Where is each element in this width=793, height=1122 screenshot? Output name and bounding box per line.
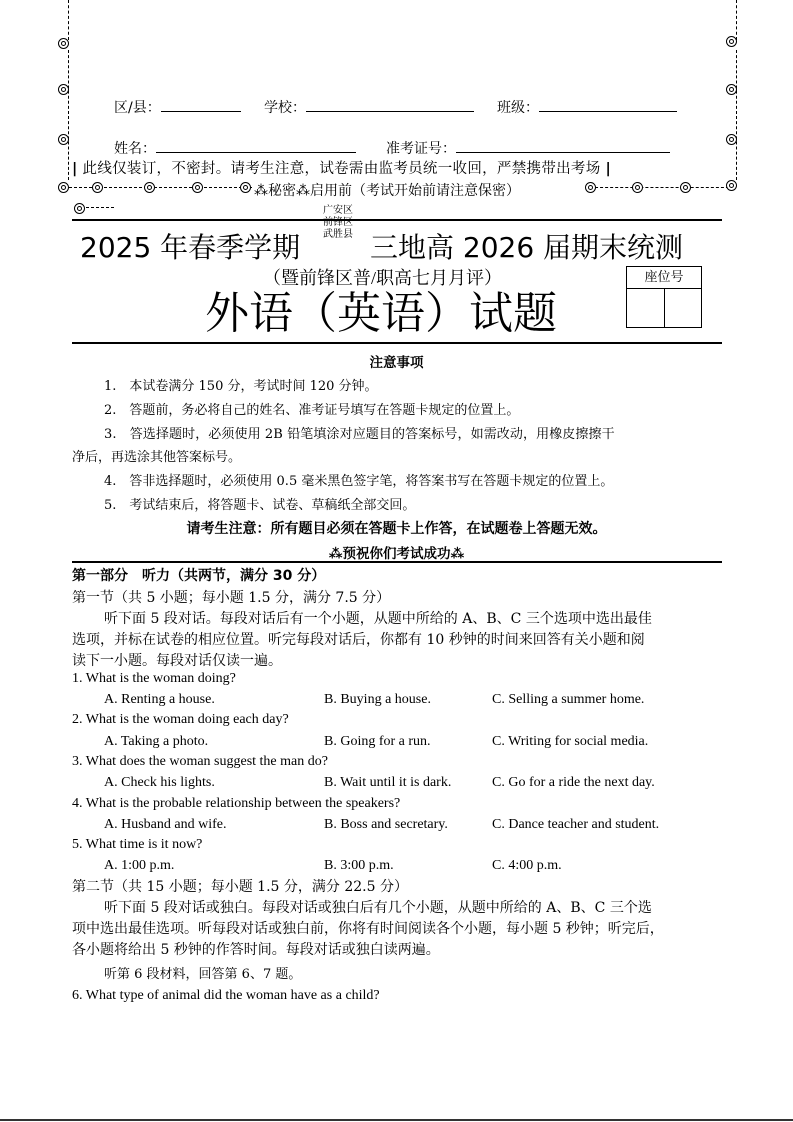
- section1-heading: 第一节（共 5 小题；每小题 1.5 分，满分 7.5 分）: [72, 590, 391, 606]
- question: 4. What is the probable relationship between the speakers?: [72, 796, 401, 811]
- option-b: B. Buying a house.: [324, 692, 431, 707]
- part-rule: [72, 561, 722, 563]
- school-input[interactable]: [306, 99, 474, 112]
- section2-heading: 第二节（共 15 小题；每小题 1.5 分，满分 22.5 分）: [72, 879, 408, 895]
- binding-hole-icon: [58, 38, 69, 49]
- question: 3. What does the woman suggest the man do?: [72, 754, 328, 769]
- notice-item: 5. 考试结束后，将答题卡、试卷、草稿纸全部交回。: [104, 498, 416, 513]
- name-label: 姓名：: [114, 141, 156, 157]
- option-b: B. 3:00 p.m.: [324, 858, 394, 873]
- binding-hole-icon: [726, 180, 737, 191]
- secret-dash-right: [590, 187, 734, 188]
- binding-notice: | 此线仅装订，不密封。请考生注意，试卷需由监考员统一收回，严禁携带出考场 |: [72, 161, 612, 177]
- instructions1-line: 选项，并标在试卷的相应位置。听完每段对话后，你都有 10 秒钟的时间来回答有关小题和阅: [72, 632, 645, 648]
- option-c: C. Dance teacher and student.: [492, 817, 660, 832]
- part1-heading: 第一部分 听力（共两节，满分 30 分）: [72, 568, 326, 584]
- notice-item: 净后，再选涂其他答案标号。: [72, 450, 242, 465]
- option-a: A. Husband and wife.: [104, 817, 227, 832]
- school-field: [264, 97, 474, 117]
- binding-hole-icon: [726, 134, 737, 145]
- region-name: 武胜县: [323, 229, 353, 240]
- notice-item: 3. 答选择题时，必须使用 2B 铅笔填涂对应题目的答案标号，如需改动，用橡皮擦擦干: [104, 427, 615, 442]
- binding-hole-icon: [58, 134, 69, 145]
- notice-item: 4. 答非选择题时，必须使用 0.5 毫米黑色签字笔，将答案书写在答题卡规定的位置上。: [104, 474, 614, 489]
- school-label: 学校：: [264, 100, 306, 116]
- title-main-right: 三地高 2026 届期末统测: [370, 231, 684, 264]
- binding-hole-icon: [726, 84, 737, 95]
- class-label: 班级：: [497, 100, 539, 116]
- option-b: B. Boss and secretary.: [324, 817, 448, 832]
- binding-hole-icon: [240, 182, 251, 193]
- binding-hole-icon: [632, 182, 643, 193]
- binding-hole-icon: [585, 182, 596, 193]
- title-rule-top: [72, 219, 722, 221]
- region-name: 广安区: [323, 205, 353, 216]
- page-bottom-edge: [0, 1119, 793, 1121]
- binding-notice-text: 此线仅装订，不密封。请考生注意，试卷需由监考员统一收回，严禁携带出考场: [82, 161, 601, 177]
- seat-label: 座位号: [627, 267, 701, 289]
- region-name: 前锋区: [323, 217, 353, 228]
- exam-no-field: [386, 138, 670, 158]
- instructions2-line: 各小题将给出 5 秒钟的作答时间。每段对话或独白读两遍。: [72, 942, 440, 958]
- name-input[interactable]: [156, 140, 356, 153]
- option-a: A. Renting a house.: [104, 692, 215, 707]
- option-b: B. Going for a run.: [324, 734, 431, 749]
- option-c: C. Selling a summer home.: [492, 692, 645, 707]
- instructions2-line: 项中选出最佳选项。听每段对话或独白前，你将有时间阅读各个小题，每小题 5 秒钟；听完后，: [72, 921, 664, 937]
- option-a: A. 1:00 p.m.: [104, 858, 175, 873]
- question: 2. What is the woman doing each day?: [72, 712, 289, 727]
- binding-hole-icon: [680, 182, 691, 193]
- binding-hole-icon: [726, 36, 737, 47]
- notice-item: 2. 答题前，务必将自己的姓名、准考证号填写在答题卡规定的位置上。: [104, 403, 520, 418]
- exam-no-input[interactable]: [456, 140, 670, 153]
- instructions1-line: 读下一小题。每段对话仅读一遍。: [72, 653, 282, 669]
- secret-dash-small: [86, 207, 114, 208]
- option-c: C. 4:00 p.m.: [492, 858, 562, 873]
- option-c: C. Go for a ride the next day.: [492, 775, 655, 790]
- seat-divider: [664, 289, 665, 327]
- seat-number-box[interactable]: [626, 266, 702, 328]
- binding-line-left-lower: [68, 50, 69, 180]
- subject-title: 外语（英语）试题: [205, 288, 557, 339]
- option-a: A. Taking a photo.: [104, 734, 209, 749]
- notice-heading: 注意事项: [369, 355, 424, 371]
- notice-warning: 请考生注意：所有题目必须在答题卡上作答，在试题卷上答题无效。: [186, 521, 607, 537]
- option-a: A. Check his lights.: [104, 775, 215, 790]
- exam-no-label: 准考证号：: [386, 141, 456, 157]
- district-field: [114, 97, 241, 117]
- class-input[interactable]: [539, 99, 677, 112]
- secret-notice: ⁂秘密⁂启用前（考试开始前请注意保密）: [252, 180, 522, 200]
- region-stack: [323, 205, 353, 241]
- question: 1. What is the woman doing?: [72, 671, 236, 686]
- notice-wish: ⁂预祝你们考试成功⁂: [328, 546, 465, 562]
- instructions2-line: 听下面 5 段对话或独白。每段对话或独白后有几个小题，从题中所给的 A、B、C 三个选: [104, 900, 652, 916]
- binding-line-left: [68, 0, 69, 40]
- option-c: C. Writing for social media.: [492, 734, 649, 749]
- question: 6. What type of animal did the woman have as a child?: [72, 988, 380, 1003]
- binding-hole-icon: [192, 182, 203, 193]
- class-field: [497, 97, 677, 117]
- name-field: [114, 138, 356, 158]
- binding-line-right-lower: [736, 50, 737, 180]
- binding-hole-icon: [144, 182, 155, 193]
- title-main-left: 2025 年春季学期: [80, 231, 301, 264]
- district-label: 区/县：: [114, 100, 161, 116]
- option-b: B. Wait until it is dark.: [324, 775, 452, 790]
- binding-hole-icon: [58, 84, 69, 95]
- notice-item: 1. 本试卷满分 150 分，考试时间 120 分钟。: [104, 379, 378, 394]
- binding-hole-icon: [74, 203, 85, 214]
- binding-line-right: [736, 0, 737, 40]
- instructions1-line: 听下面 5 段对话。每段对话后有一个小题，从题中所给的 A、B、C 三个选项中选出最佳: [104, 611, 652, 627]
- binding-hole-icon: [92, 182, 103, 193]
- question: 5. What time is it now?: [72, 837, 203, 852]
- binding-hole-icon: [58, 182, 69, 193]
- district-input[interactable]: [161, 99, 241, 112]
- material6-heading: 听第 6 段材料，回答第 6、7 题。: [104, 967, 302, 982]
- title-rule-bottom: [72, 342, 722, 344]
- title-subtitle: （暨前锋区普/职高七月月评）: [263, 268, 502, 288]
